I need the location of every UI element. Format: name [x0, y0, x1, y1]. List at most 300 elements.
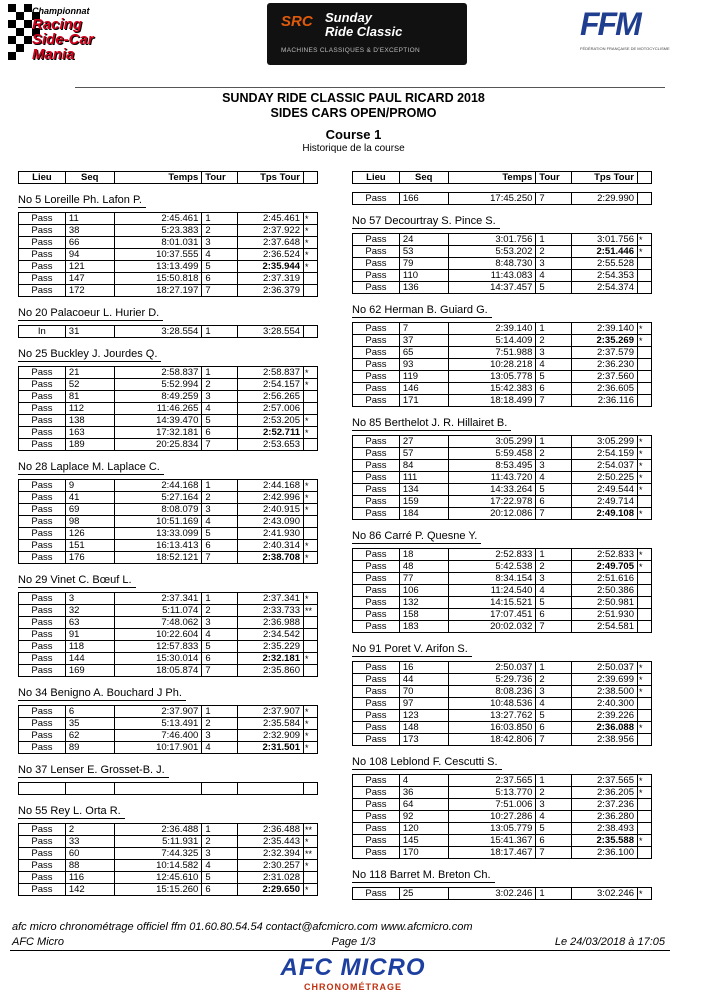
cell-temps: 8:53.495: [448, 460, 536, 472]
cell-seq: 32: [65, 605, 114, 617]
racing-side-car-mania-logo: [8, 4, 128, 64]
cell-mark: **: [303, 848, 317, 860]
cell-tps-tour: 2:49.714: [572, 496, 638, 508]
cell-temps: 12:45.610: [114, 872, 202, 884]
cell-lieu: Pass: [19, 367, 66, 379]
cell-tour: 4: [536, 270, 572, 282]
cell-temps: 8:34.154: [448, 573, 536, 585]
src-name: [325, 11, 402, 39]
cell-tps-tour: 2:54.037: [572, 460, 638, 472]
cell-seq: 16: [399, 662, 448, 674]
cell-tps-tour: 2:37.560: [572, 371, 638, 383]
cell-lieu: Pass: [353, 549, 400, 561]
cell-mark: [638, 811, 652, 823]
crew-block: [352, 205, 652, 294]
crew-name: No 37 Lenser E. Grosset-B. J.: [18, 763, 169, 778]
cell-seq: 121: [65, 261, 114, 273]
table-row: [353, 585, 652, 597]
table-row: [19, 605, 318, 617]
cell-lieu: Pass: [353, 448, 400, 460]
cell-tps-tour: 2:33.733: [238, 605, 304, 617]
cell-temps: 13:13.499: [114, 261, 202, 273]
cell-seq: 4: [399, 775, 448, 787]
table-row: [353, 674, 652, 686]
cell-tps-tour: 2:36.988: [238, 617, 304, 629]
cell-mark: [303, 872, 317, 884]
cell-seq: 63: [65, 617, 114, 629]
col-header-lieu: Lieu: [19, 172, 66, 184]
cell-seq: 77: [399, 573, 448, 585]
table-row: [353, 561, 652, 573]
cell-lieu: Pass: [353, 799, 400, 811]
cell-tour: 6: [536, 722, 572, 734]
cell-mark: [638, 710, 652, 722]
cell-mark: *: [303, 593, 317, 605]
cell-seq: 18: [399, 549, 448, 561]
cell-seq: 2: [65, 824, 114, 836]
table-row: [19, 665, 318, 677]
cell-lieu: Pass: [19, 872, 66, 884]
cell-mark: [638, 585, 652, 597]
cell-seq: 3: [65, 593, 114, 605]
lap-table: [352, 661, 652, 746]
cell-temps: 2:58.837: [114, 367, 202, 379]
cell-tps-tour: 2:43.090: [238, 516, 304, 528]
table-row: [19, 783, 318, 795]
lap-table: [18, 592, 318, 677]
cell-tour: 7: [202, 552, 238, 564]
cell-temps: 17:22.978: [448, 496, 536, 508]
cell-lieu: Pass: [353, 323, 400, 335]
cell-tps-tour: 2:36.605: [572, 383, 638, 395]
cell-temps: 18:05.874: [114, 665, 202, 677]
cell-seq: 25: [399, 888, 448, 900]
cell-seq: 144: [65, 653, 114, 665]
cell-seq: 81: [65, 391, 114, 403]
cell-mark: [304, 783, 318, 795]
cell-tps-tour: 3:28.554: [238, 326, 304, 338]
crew-name: No 28 Laplace M. Laplace C.: [18, 460, 164, 475]
cell-tour: 7: [536, 847, 572, 859]
cell-lieu: Pass: [353, 811, 400, 823]
table-row: [353, 573, 652, 585]
lap-table: [352, 233, 652, 294]
cell-tps-tour: 2:39.140: [572, 323, 638, 335]
cell-tps-tour: 2:54.353: [572, 270, 638, 282]
cell-tps-tour: 2:39.699: [572, 674, 638, 686]
cell-tps-tour: 3:05.299: [572, 436, 638, 448]
crew-name: No 29 Vinet C. Bœuf L.: [18, 573, 136, 588]
crew-block: [18, 795, 318, 896]
cell-tour: 1: [536, 775, 572, 787]
page-subtitle: Historique de la course: [302, 143, 405, 154]
cell-mark: *: [638, 484, 652, 496]
cell-tps-tour: 2:36.100: [572, 847, 638, 859]
crew-name: No 108 Leblond F. Cescutti S.: [352, 755, 502, 770]
cell-lieu: Pass: [353, 686, 400, 698]
footer-date: Le 24/03/2018 à 17:05: [554, 936, 665, 948]
cell-tps-tour: 2:45.461: [238, 213, 304, 225]
cell-seq: 176: [65, 552, 114, 564]
cell-tour: 2: [202, 605, 238, 617]
cell-tps-tour: 2:49.108: [572, 508, 638, 520]
cell-lieu: Pass: [353, 496, 400, 508]
cell-temps: 2:52.833: [448, 549, 536, 561]
table-row: [353, 246, 652, 258]
cell-tps-tour: 2:36.280: [572, 811, 638, 823]
logo-line-racing: Racing: [32, 16, 83, 33]
cell-tps-tour: 2:37.907: [238, 706, 304, 718]
table-row: [353, 335, 652, 347]
cell-tps-tour: 2:50.981: [572, 597, 638, 609]
cell-tps-tour: 2:42.996: [238, 492, 304, 504]
cell-temps: 10:48.536: [448, 698, 536, 710]
cell-mark: [638, 359, 652, 371]
crew-name: No 86 Carré P. Quesne Y.: [352, 529, 481, 544]
cell-seq: 97: [399, 698, 448, 710]
cell-seq: 79: [399, 258, 448, 270]
cell-tour: 4: [202, 860, 238, 872]
table-row: [19, 326, 318, 338]
cell-tps-tour: 2:35.944: [238, 261, 304, 273]
cell-lieu: Pass: [19, 617, 66, 629]
cell-tour: 3: [536, 799, 572, 811]
cell-temps: 2:37.341: [114, 593, 202, 605]
cell-lieu: Pass: [353, 383, 400, 395]
cell-tps-tour: 2:38.493: [572, 823, 638, 835]
cell-temps: 8:01.031: [114, 237, 202, 249]
table-row: [353, 323, 652, 335]
cell-tps-tour: 2:37.565: [572, 775, 638, 787]
table-row: [353, 359, 652, 371]
table-row: [19, 213, 318, 225]
table-row: [353, 835, 652, 847]
table-row: [353, 460, 652, 472]
cell-tps-tour: 2:38.500: [572, 686, 638, 698]
cell-mark: [304, 326, 318, 338]
cell-tour: 6: [536, 383, 572, 395]
cell-lieu: Pass: [353, 335, 400, 347]
left-results-column: [18, 171, 318, 896]
column-header-row: [353, 172, 652, 184]
table-row: [353, 698, 652, 710]
cell-tps-tour: 2:36.088: [572, 722, 638, 734]
cell-lieu: Pass: [353, 573, 400, 585]
cell-tps-tour: 2:49.705: [572, 561, 638, 573]
cell-mark: [304, 273, 318, 285]
cell-temps: 17:07.451: [448, 609, 536, 621]
cell-tps-tour: 2:32.909: [238, 730, 304, 742]
crew-name: No 91 Poret V. Arifon S.: [352, 642, 472, 657]
cell-tour: 3: [536, 573, 572, 585]
cell-temps: 10:28.218: [448, 359, 536, 371]
col-header-seq: Seq: [65, 172, 114, 184]
cell-temps: 10:14.582: [114, 860, 202, 872]
col-header-tps-tour: Tps Tour: [238, 172, 304, 184]
table-row: [353, 448, 652, 460]
cell-mark: [638, 609, 652, 621]
cell-temps: 20:25.834: [114, 439, 202, 451]
cell-seq: 132: [399, 597, 448, 609]
cell-seq: 183: [399, 621, 448, 633]
cell-tour: 5: [202, 261, 238, 273]
cell-tour: 2: [536, 448, 572, 460]
cell-seq: 66: [65, 237, 114, 249]
cell-mark: [638, 734, 652, 746]
cell-tour: 1: [202, 480, 238, 492]
cell-tps-tour: 2:37.922: [238, 225, 304, 237]
cell-tour: 7: [536, 508, 572, 520]
cell-lieu: Pass: [19, 824, 66, 836]
src-tagline: MACHINES CLASSIQUES & D'EXCEPTION: [281, 47, 421, 54]
cell-tour: 4: [536, 472, 572, 484]
table-row: [19, 884, 318, 896]
cell-tour: 7: [536, 621, 572, 633]
cell-seq: 48: [399, 561, 448, 573]
cell-seq: 138: [65, 415, 114, 427]
cell-tps-tour: 2:35.269: [572, 335, 638, 347]
cell-temps: 20:12.086: [448, 508, 536, 520]
cell-mark: *: [303, 653, 317, 665]
cell-temps: 5:59.458: [448, 448, 536, 460]
cell-seq: 57: [399, 448, 448, 460]
cell-tour: 6: [202, 427, 238, 439]
cell-lieu: Pass: [19, 848, 66, 860]
cell-seq: 69: [65, 504, 114, 516]
cell-temps: 15:15.260: [114, 884, 202, 896]
cell-tps-tour: 2:37.648: [238, 237, 304, 249]
crew-name: No 57 Decourtray S. Pince S.: [352, 214, 500, 229]
table-row: [19, 706, 318, 718]
cell-mark: *: [638, 460, 652, 472]
cell-tps-tour: 2:31.028: [238, 872, 304, 884]
cell-seq: 169: [65, 665, 114, 677]
cell-seq: 65: [399, 347, 448, 359]
cell-seq: 92: [399, 811, 448, 823]
cell-tour: 3: [202, 730, 238, 742]
ffm-letters: FFM: [580, 6, 640, 42]
lap-table: [352, 774, 652, 859]
cell-mark: *: [638, 835, 652, 847]
table-row: [19, 872, 318, 884]
table-row: [353, 722, 652, 734]
table-row: [353, 371, 652, 383]
crew-name: No 34 Benigno A. Bouchard J Ph.: [18, 686, 186, 701]
cell-lieu: Pass: [353, 888, 400, 900]
crew-block: [352, 746, 652, 859]
cell-mark: *: [304, 261, 318, 273]
cell-tps-tour: 2:32.394: [238, 848, 304, 860]
cell-mark: *: [638, 561, 652, 573]
cell-lieu: Pass: [353, 847, 400, 859]
cell-mark: [304, 403, 318, 415]
table-row: [353, 383, 652, 395]
cell-tps-tour: 2:37.341: [238, 593, 304, 605]
cell-lieu: Pass: [353, 282, 400, 294]
crew-block: [352, 633, 652, 746]
footer-divider: [10, 950, 670, 951]
cell-mark: *: [304, 540, 318, 552]
cell-temps: 10:27.286: [448, 811, 536, 823]
page-header: [0, 0, 707, 80]
cell-lieu: Pass: [19, 665, 66, 677]
cell-tour: 6: [536, 835, 572, 847]
cell-temps: 5:13.491: [114, 718, 202, 730]
cell-lieu: Pass: [19, 540, 66, 552]
cell-tour: 6: [536, 496, 572, 508]
cell-tour: 2: [202, 492, 238, 504]
cell-tour: 1: [202, 326, 238, 338]
cell-lieu: Pass: [19, 836, 66, 848]
cell-mark: *: [638, 549, 652, 561]
cell-temps: 11:46.265: [114, 403, 202, 415]
cell-mark: *: [304, 427, 318, 439]
cell-temps: 18:42.806: [448, 734, 536, 746]
cell-mark: *: [638, 323, 652, 335]
cell-mark: [638, 383, 652, 395]
table-row: [19, 540, 318, 552]
cell-mark: *: [304, 504, 318, 516]
cell-temps: 5:13.770: [448, 787, 536, 799]
cell-tour: 4: [536, 811, 572, 823]
cell-temps: 13:05.779: [448, 823, 536, 835]
cell-lieu: Pass: [19, 860, 66, 872]
cell-temps: 13:33.099: [114, 528, 202, 540]
cell-tps-tour: 2:38.708: [238, 552, 304, 564]
cell-tour: 5: [202, 641, 238, 653]
cell-seq: 106: [399, 585, 448, 597]
cell-mark: [638, 270, 652, 282]
cell-tour: 5: [536, 710, 572, 722]
cell-temps: 18:27.197: [114, 285, 202, 297]
cell-mark: *: [638, 436, 652, 448]
cell-tour: 7: [536, 395, 572, 407]
cell-tps-tour: 2:44.168: [238, 480, 304, 492]
cell-lieu: Pass: [19, 706, 66, 718]
cell-tour: 1: [202, 824, 238, 836]
cell-tps-tour: 2:51.930: [572, 609, 638, 621]
crew-block: [18, 677, 318, 754]
cell-tour: 1: [536, 234, 572, 246]
cell-temps: 2:37.565: [448, 775, 536, 787]
table-row: [353, 799, 652, 811]
cell-mark: [304, 391, 318, 403]
cell-tps-tour: 2:52.711: [238, 427, 304, 439]
cell-mark: *: [304, 706, 318, 718]
cell-mark: [303, 665, 317, 677]
cell-seq: 36: [399, 787, 448, 799]
crew-name: No 25 Buckley J. Jourdes Q.: [18, 347, 161, 362]
cell-mark: **: [303, 605, 317, 617]
table-row: [353, 484, 652, 496]
cell-mark: [638, 193, 652, 205]
cell-temps: 2:36.488: [114, 824, 202, 836]
cell-tps-tour: 2:58.837: [238, 367, 304, 379]
cell-seq: 142: [65, 884, 114, 896]
cell-seq: 31: [65, 326, 114, 338]
cell-lieu: Pass: [353, 508, 400, 520]
cell-tour: 3: [536, 347, 572, 359]
cell-temps: 11:24.540: [448, 585, 536, 597]
table-row: [353, 347, 652, 359]
cell-seq: 52: [65, 379, 114, 391]
cell-mark: [638, 823, 652, 835]
crew-name: No 20 Palacoeur L. Hurier D.: [18, 306, 163, 321]
logo-line-mania: Mania: [32, 46, 75, 63]
cell-tour: 4: [202, 403, 238, 415]
cell-tour: 6: [536, 609, 572, 621]
src-name-line-1: Sunday: [325, 10, 372, 25]
title-block: [0, 91, 707, 155]
cell-seq: 93: [399, 359, 448, 371]
cell-tps-tour: 2:38.956: [572, 734, 638, 746]
cell-seq: 136: [399, 282, 448, 294]
cell-tps-tour: 2:37.579: [572, 347, 638, 359]
cell-temps: 17:32.181: [114, 427, 202, 439]
table-row: [353, 710, 652, 722]
cell-temps: 11:43.720: [448, 472, 536, 484]
cell-mark: [638, 799, 652, 811]
table-row: [19, 273, 318, 285]
cell-lieu: Pass: [353, 775, 400, 787]
cell-seq: 64: [399, 799, 448, 811]
cell-tour: 5: [202, 528, 238, 540]
cell-lieu: Pass: [353, 674, 400, 686]
cell-lieu: Pass: [353, 484, 400, 496]
table-row: [19, 427, 318, 439]
cell-seq: 98: [65, 516, 114, 528]
cell-tour: 1: [536, 549, 572, 561]
cell-tour: 5: [536, 823, 572, 835]
cell-tps-tour: 2:35.588: [572, 835, 638, 847]
table-row: [19, 225, 318, 237]
cell-tour: 1: [202, 706, 238, 718]
cell-mark: *: [304, 480, 318, 492]
cell-lieu: Pass: [353, 258, 400, 270]
cell-mark: [304, 285, 318, 297]
cell-mark: [638, 847, 652, 859]
cell-mark: *: [638, 246, 652, 258]
cell-lieu: [19, 783, 66, 795]
cell-tps-tour: 2:54.581: [572, 621, 638, 633]
cell-temps: 8:48.730: [448, 258, 536, 270]
cell-temps: 14:39.470: [114, 415, 202, 427]
cell-tour: 7: [536, 193, 572, 205]
cell-lieu: Pass: [353, 472, 400, 484]
cell-lieu: Pass: [353, 193, 400, 205]
cell-temps: 5:53.202: [448, 246, 536, 258]
table-row: [19, 860, 318, 872]
cell-mark: [638, 496, 652, 508]
table-row: [353, 823, 652, 835]
cell-tps-tour: 2:36.488: [238, 824, 304, 836]
cell-tour: 4: [202, 742, 238, 754]
cell-temps: 11:43.083: [448, 270, 536, 282]
cell-lieu: Pass: [19, 593, 66, 605]
cell-tps-tour: 2:37.319: [238, 273, 304, 285]
cell-mark: [638, 573, 652, 585]
cell-mark: *: [638, 234, 652, 246]
cell-tour: 6: [202, 884, 238, 896]
table-row: [353, 258, 652, 270]
table-row: [19, 261, 318, 273]
cell-tour: 3: [202, 504, 238, 516]
cell-temps: 16:03.850: [448, 722, 536, 734]
crew-block: [18, 297, 318, 338]
cell-tps-tour: 2:31.501: [238, 742, 304, 754]
logo-line-side-car: Side-Car: [32, 31, 94, 48]
left-crew-list: [18, 184, 318, 896]
